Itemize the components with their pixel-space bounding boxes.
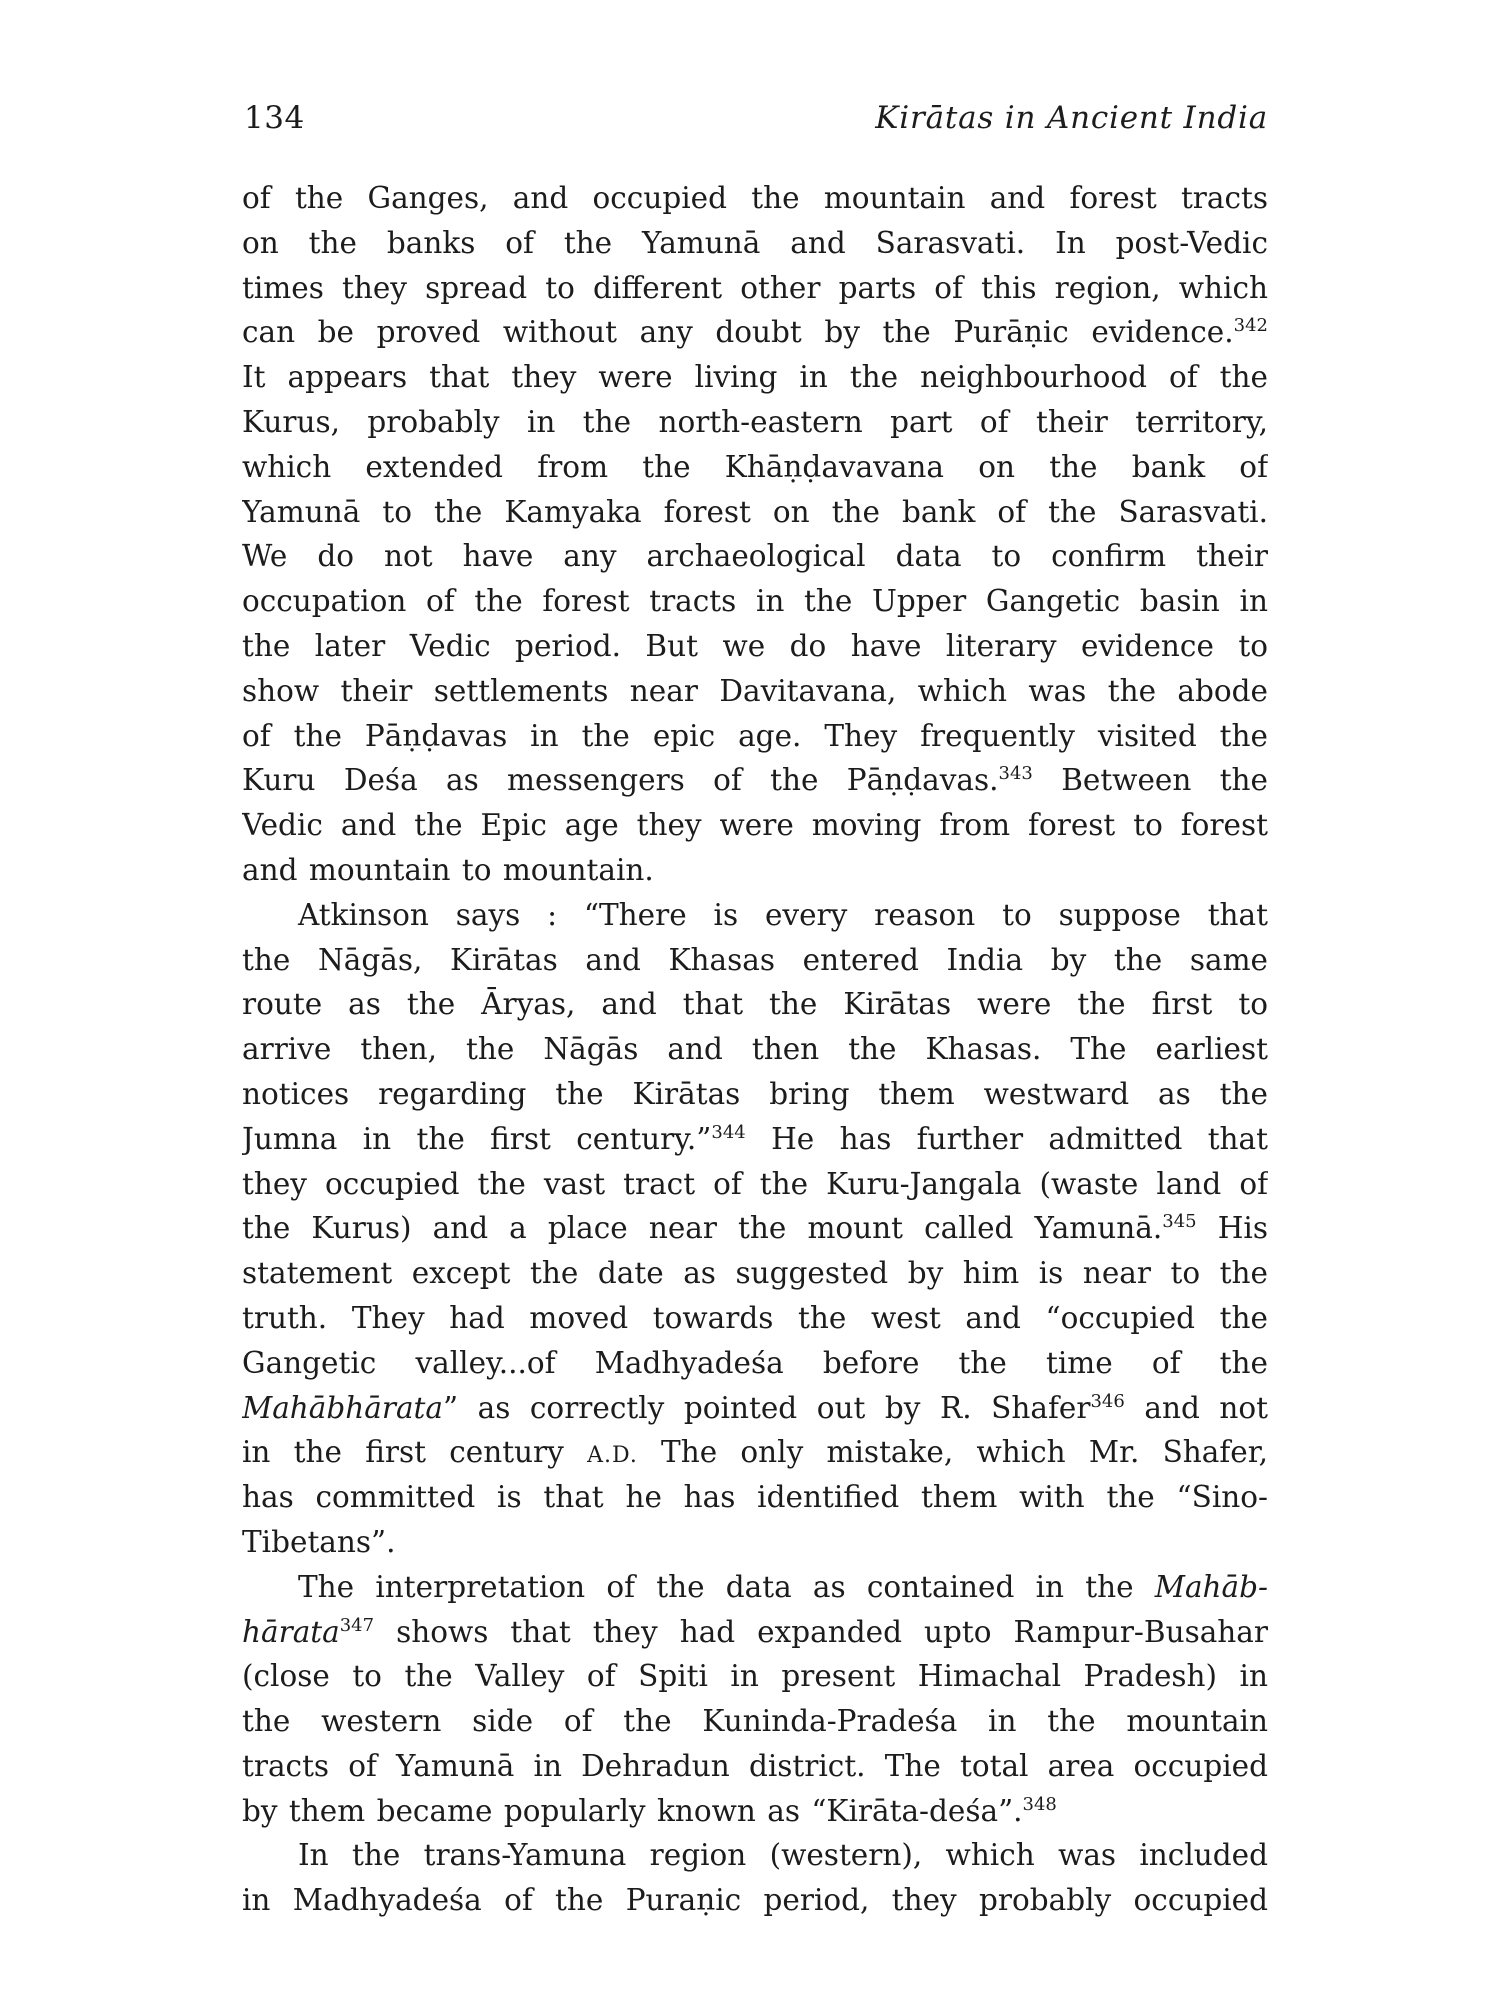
text-line (242, 579, 1268, 624)
text-line (242, 490, 1268, 535)
text-line-text: tracts of Yamunā in Dehradun district. The total area occupied (242, 1748, 1268, 1783)
text-line (242, 1654, 1268, 1699)
text-line-tail: His (1196, 1211, 1268, 1246)
text-line (242, 1386, 1268, 1431)
text-line-text: shows that they had expanded upto Rampur-Busahar (374, 1614, 1268, 1649)
text-line-text: route as the Āryas, and that the Kirātas were the first to (242, 987, 1268, 1022)
text-line-sup: 348 (1022, 1793, 1057, 1815)
text-line (242, 1162, 1268, 1207)
running-head: Kirātas in Ancient India (875, 100, 1268, 136)
text-line-text: notices regarding the Kirātas bring them westward as the (242, 1076, 1268, 1111)
text-line-text: Atkinson says : “There is every reason to suppose that (298, 897, 1268, 932)
text-line-sup-lead: 347 (339, 1614, 375, 1636)
text-line-text: (close to the Valley of Spiti in present Himachal Pradesh) in (242, 1659, 1268, 1694)
text-line-sup: 346 (1090, 1390, 1125, 1412)
text-line (242, 176, 1268, 221)
text-line (242, 1744, 1268, 1789)
text-line (242, 1341, 1268, 1386)
text-line (242, 758, 1268, 803)
text-line-sup: 345 (1162, 1211, 1197, 1233)
text-line-text: which extended from the Khāṇḍavavana on the bank of (242, 449, 1268, 484)
text-line (242, 445, 1268, 490)
text-line-text: in the first century (242, 1435, 588, 1470)
text-line-italic-tail: Mahāb- (1154, 1569, 1268, 1604)
text-line-text: We do not have any archaeological data to confirm their (242, 539, 1268, 574)
text-line-text: has committed is that he has identified them with the “Sino- (242, 1480, 1268, 1515)
text-line-text: arrive then, the Nāgās and then the Khasas. The earliest (242, 1032, 1268, 1067)
text-line-text: on the banks of the Yamunā and Sarasvati. In post-Vedic (242, 225, 1268, 260)
text-line (242, 534, 1268, 579)
text-line (242, 669, 1268, 714)
text-line (242, 1475, 1268, 1520)
text-line-text: truth. They had moved towards the west and “occupied the (242, 1300, 1268, 1335)
text-line-text: Vedic and the Epic age they were moving from forest to forest (242, 808, 1268, 843)
text-line-tail: and not (1124, 1390, 1268, 1425)
text-line-text: Jumna in the first century.” (242, 1121, 712, 1156)
text-line (242, 1072, 1268, 1117)
text-line (242, 1699, 1268, 1744)
text-line (242, 1833, 1268, 1878)
text-line (242, 1206, 1268, 1251)
text-line-text: Kurus, probably in the north-eastern part of their territory, (242, 404, 1268, 439)
text-line-text: of the Pāṇḍavas in the epic age. They frequently visited the (242, 718, 1268, 753)
text-line (242, 1117, 1268, 1162)
text-line (242, 221, 1268, 266)
text-line (242, 1520, 1268, 1565)
text-line (242, 893, 1268, 938)
text-line-text: they occupied the vast tract of the Kuru-Jangala (waste land of (242, 1166, 1268, 1201)
text-line (242, 624, 1268, 669)
text-line-text: Gangetic valley...of Madhyadeśa before the time of the (242, 1345, 1268, 1380)
text-line (242, 1610, 1268, 1655)
text-line-tail: He has further admitted that (745, 1121, 1268, 1156)
text-line-text: ” as correctly pointed out by R. Shafer (442, 1390, 1091, 1425)
text-line-text: Kuru Deśa as messengers of the Pāṇḍavas. (242, 763, 999, 798)
text-line-tail: The only mistake, which Mr. Shafer, (637, 1435, 1268, 1470)
text-line (242, 400, 1268, 445)
text-line-text: by them became popularly known as “Kirāta-deśa”. (242, 1793, 1023, 1828)
text-line-sup: 343 (998, 763, 1033, 785)
text-line-text: occupation of the forest tracts in the Upper Gangetic basin in (242, 584, 1268, 619)
text-line (242, 1789, 1268, 1834)
text-line-text: the Kurus) and a place near the mount called Yamunā. (242, 1211, 1163, 1246)
text-line (242, 355, 1268, 400)
text-line-text: can be proved without any doubt by the Purāṇic evidence. (242, 315, 1234, 350)
body-text (242, 176, 1268, 1923)
text-line-text: in Madhyadeśa of the Puraṇic period, they probably occupied (242, 1883, 1268, 1918)
text-line-text: and mountain to mountain. (242, 852, 654, 887)
text-line-text: Tibetans”. (242, 1524, 396, 1559)
text-line (242, 1565, 1268, 1610)
text-line (242, 266, 1268, 311)
text-line-text: times they spread to different other parts of this region, which (242, 270, 1268, 305)
text-line (242, 714, 1268, 759)
text-line-sup: 344 (711, 1121, 746, 1143)
text-line (242, 1251, 1268, 1296)
text-line (242, 1430, 1268, 1475)
text-line-italic-lead: Mahābhārata (242, 1390, 443, 1425)
text-line-tail: Between the (1032, 763, 1268, 798)
page-number: 134 (244, 100, 305, 136)
text-line (242, 310, 1268, 355)
text-line-text: the later Vedic period. But we do have literary evidence to (242, 628, 1268, 663)
text-line-sup: 342 (1233, 315, 1268, 337)
text-line (242, 982, 1268, 1027)
text-line (242, 803, 1268, 848)
text-line (242, 1296, 1268, 1341)
text-line (242, 938, 1268, 983)
book-page (242, 96, 1268, 1956)
text-line (242, 1878, 1268, 1923)
page-header (242, 96, 1268, 140)
text-line-text: In the trans-Yamuna region (western), which was included (298, 1838, 1268, 1873)
text-line-text: the Nāgās, Kirātas and Khasas entered India by the same (242, 942, 1268, 977)
text-line-text: It appears that they were living in the neighbourhood of the (242, 360, 1268, 395)
text-line-smallcaps: A.D. (587, 1443, 638, 1469)
text-line-text: The interpretation of the data as contained in the (298, 1569, 1155, 1604)
text-line-text: the western side of the Kuninda-Pradeśa in the mountain (242, 1704, 1268, 1739)
text-line (242, 848, 1268, 893)
text-line (242, 1027, 1268, 1072)
text-line-italic-lead: hārata (242, 1614, 340, 1649)
text-line-text: statement except the date as suggested by him is near to the (242, 1256, 1268, 1291)
text-line-text: Yamunā to the Kamyaka forest on the bank of the Sarasvati. (242, 494, 1268, 529)
text-line-text: of the Ganges, and occupied the mountain and forest tracts (242, 181, 1268, 215)
text-line-text: show their settlements near Davitavana, which was the abode (242, 673, 1268, 708)
